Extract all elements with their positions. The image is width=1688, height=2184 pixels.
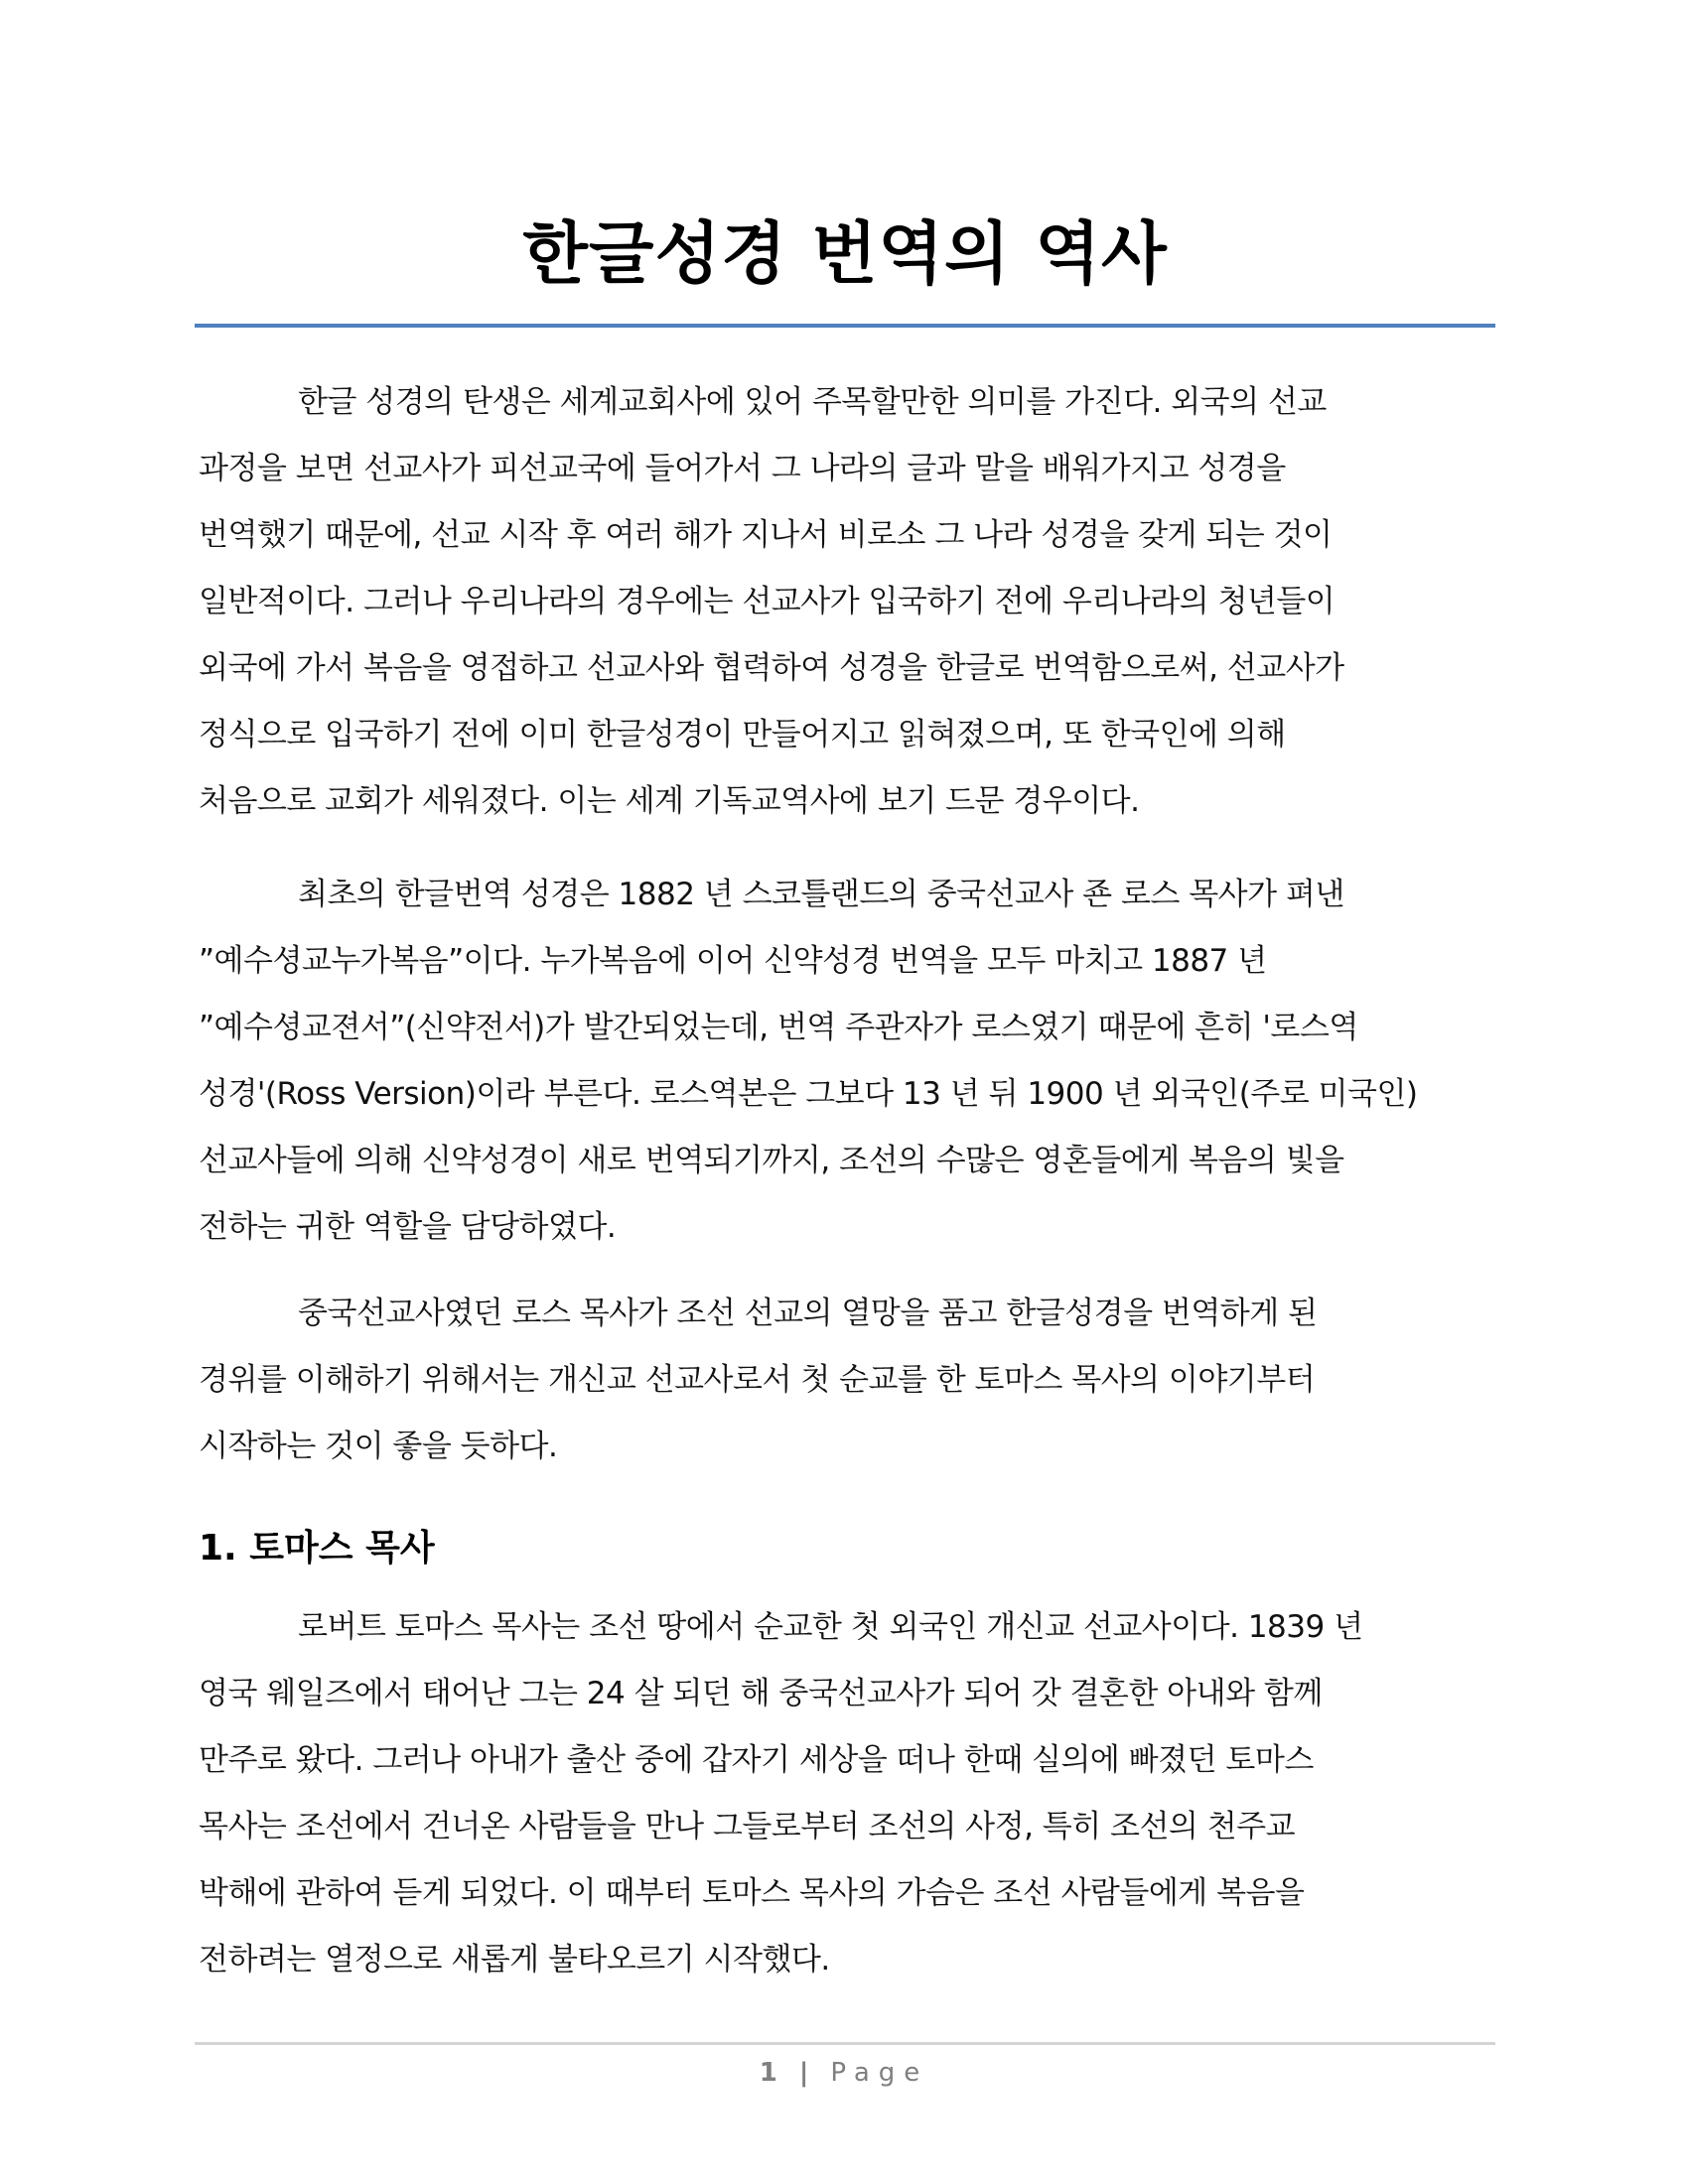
paragraph-line: 선교사들에 의해 신약성경이 새로 번역되기까지, 조선의 수많은 영혼들에게 복음의 빛을 xyxy=(199,1143,1344,1178)
paragraph-line: 박해에 관하여 듣게 되었다. 이 때부터 토마스 목사의 가슴은 조선 사람들에게 복음을 xyxy=(199,1875,1305,1911)
paragraph-line: 성경'(Ross Version)이라 부른다. 로스역본은 그보다 13 년 뒤 1900 년 외국인(주로 미국인) xyxy=(199,1076,1418,1112)
paragraph-line: 과정을 보면 선교사가 피선교국에 들어가서 그 나라의 글과 말을 배워가지고 성경을 xyxy=(199,451,1286,486)
paragraph-line: 번역했기 때문에, 선교 시작 후 여러 해가 지나서 비로소 그 나라 성경을 갖게 되는 것이 xyxy=(199,517,1333,553)
paragraph-line: 로버트 토마스 목사는 조선 땅에서 순교한 첫 외국인 개신교 선교사이다. 1839 년 xyxy=(298,1609,1363,1645)
paragraph-line: 일반적이다. 그러나 우리나라의 경우에는 선교사가 입국하기 전에 우리나라의 청년들이 xyxy=(199,584,1336,619)
section-paragraph xyxy=(199,1594,1489,1993)
paragraph-line: ”예수셩교젼서”(신약전서)가 발간되었는데, 번역 주관자가 로스였기 때문에 흔히 '로스역 xyxy=(199,1010,1358,1045)
paragraph-line: 전하는 귀한 역할을 담당하였다. xyxy=(199,1209,617,1245)
paragraph-line: 외국에 가서 복음을 영접하고 선교사와 협력하여 성경을 한글로 번역함으로써, 선교사가 xyxy=(199,650,1344,686)
paragraph-line: 한글 성경의 탄생은 세계교회사에 있어 주목할만한 의미를 가진다. 외국의 선교 xyxy=(298,384,1327,420)
paragraph-3 xyxy=(199,1281,1489,1480)
paragraph-line: 경위를 이해하기 위해서는 개신교 선교사로서 첫 순교를 한 토마스 목사의 이야기부터 xyxy=(199,1362,1316,1398)
paragraph-line: 최초의 한글번역 성경은 1882 년 스코틀랜드의 중국선교사 죤 로스 목사가 펴낸 xyxy=(298,877,1344,912)
paragraph-line: 정식으로 입국하기 전에 이미 한글성경이 만들어지고 읽혀졌으며, 또 한국인에 의해 xyxy=(199,717,1286,752)
paragraph-line: 만주로 왔다. 그러나 아내가 출산 중에 갑자기 세상을 떠나 한때 실의에 빠졌던 토마스 xyxy=(199,1742,1314,1778)
paragraph-1 xyxy=(199,369,1489,835)
title-underline-rule xyxy=(195,324,1495,328)
footer-separator: | xyxy=(798,2058,809,2088)
page-label: Page xyxy=(830,2058,929,2088)
paragraph-line: ”예수셩교누가복음”이다. 누가복음에 이어 신약성경 번역을 모두 마치고 1887 년 xyxy=(199,943,1267,979)
section-heading: 1. 토마스 목사 xyxy=(199,1528,435,1569)
paragraph-line: 영국 웨일즈에서 태어난 그는 24 살 되던 해 중국선교사가 되어 갓 결혼한 아내와 함께 xyxy=(199,1676,1323,1711)
footer-rule xyxy=(195,2042,1495,2045)
paragraph-line: 시작하는 것이 좋을 듯하다. xyxy=(199,1429,558,1464)
paragraph-line: 중국선교사였던 로스 목사가 조선 선교의 열망을 품고 한글성경을 번역하게 된 xyxy=(298,1296,1318,1331)
paragraph-line: 처음으로 교회가 세워졌다. 이는 세계 기독교역사에 보기 드문 경우이다. xyxy=(199,783,1140,819)
paragraph-2 xyxy=(199,862,1489,1261)
document-title: 한글성경 번역의 역사 xyxy=(522,215,1168,294)
page-footer xyxy=(0,2051,1688,2095)
paragraph-line: 목사는 조선에서 건너온 사람들을 만나 그들로부터 조선의 사정, 특히 조선의 천주교 xyxy=(199,1809,1296,1844)
page-number: 1 xyxy=(759,2058,777,2088)
paragraph-line: 전하려는 열정으로 새롭게 불타오르기 시작했다. xyxy=(199,1942,830,1978)
